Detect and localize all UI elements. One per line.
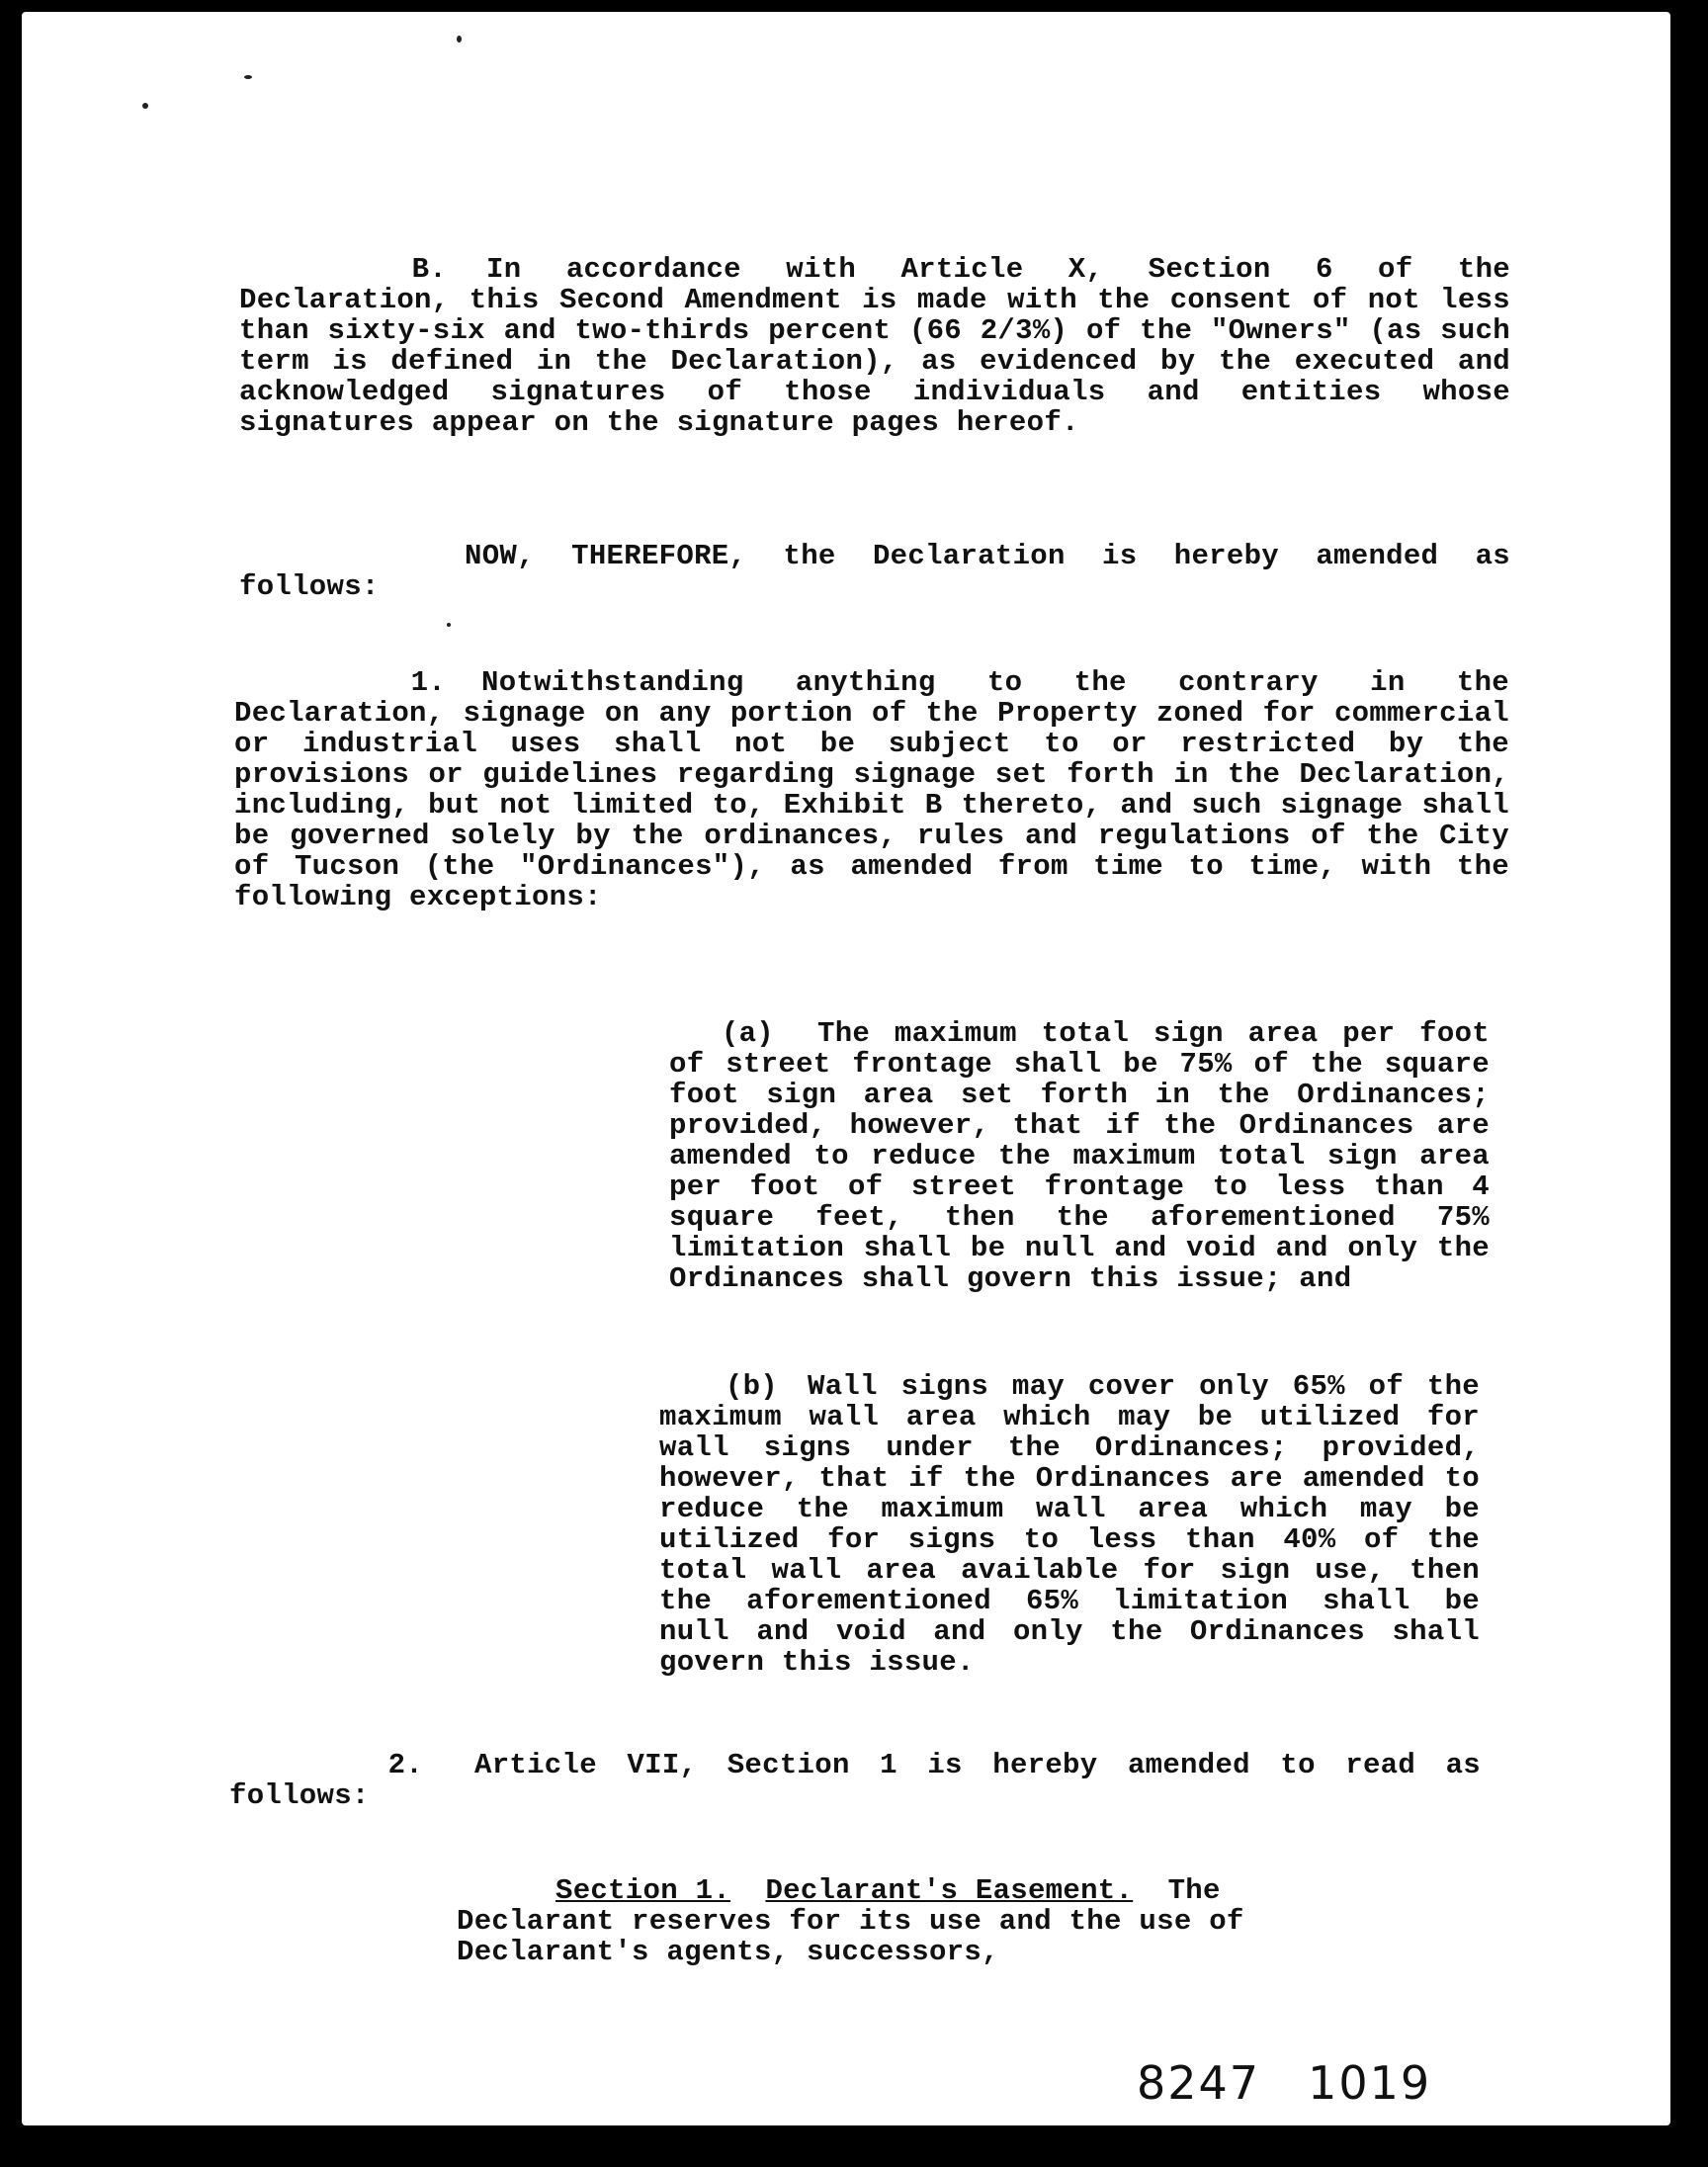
item-2-marker: 2. [387, 1749, 423, 1781]
scan-speck [244, 75, 252, 79]
scan-speck [457, 36, 462, 43]
scan-speck [447, 623, 451, 627]
item-2-paragraph [229, 1750, 1481, 1811]
item-1a-paragraph [669, 1018, 1490, 1294]
document-page [22, 12, 1670, 2125]
item-1a-text: The maximum total sign area per foot of street frontage shall be 75% of the square foot sign area set forth in the Ordinances; provided, however, that if the Ordinances are amended to reduce the maximum total sign area per foot of street frontage to less than 4 square feet, then the aforementioned 75% limitation shall be null and void and only the Ordinances shall govern this issue; and [669, 1017, 1490, 1295]
page-number-right: 1019 [1308, 2056, 1432, 2110]
section-1-heading-title: Declarant's Easement. [765, 1874, 1134, 1907]
scan-speck [142, 103, 148, 109]
item-1-text: Notwithstanding anything to the contrary in the Declaration, signage on any portion of the Property zoned for commercial or industrial uses shall not be subject to or restricted by the provisions or guidelines regarding signage set forth in the Declaration, including, but not limited to, Exhibit B thereto, and such signage shall be governed solely by the ordinances, rules and regulations of the City of Tucson (the "Ordinances"), as amended from time to time, with the following exceptions: [234, 666, 1509, 913]
item-1b-marker: (b) [725, 1370, 778, 1403]
paragraph-b-marker: B. [411, 253, 447, 286]
item-1-marker: 1. [410, 666, 446, 699]
item-1b-paragraph [659, 1371, 1480, 1678]
page-number-left: 8247 [1137, 2056, 1261, 2110]
item-1a-marker: (a) [721, 1017, 774, 1050]
paragraph-b [239, 254, 1510, 438]
now-therefore-paragraph [239, 541, 1510, 602]
item-2-text: Article VII, Section 1 is hereby amended to read as follows: [229, 1749, 1481, 1812]
section-1-text: The Declarant reserves for its use and the use of Declarant's agents, successors, [457, 1874, 1244, 1968]
now-therefore-text: NOW, THEREFORE, the Declaration is hereby amended as follows: [239, 540, 1510, 603]
paragraph-b-text: In accordance with Article X, Section 6 of the Declaration, this Second Amendment is made with the consent of not less than sixty-six and two-thirds percent (66 2/3%) of the "Owners" (as such term is defined in the Declaration), as evidenced by the executed and acknowledged signatures of those individuals and entities whose signatures appear on the signature pages hereof. [239, 253, 1510, 439]
page-number [1137, 2056, 1431, 2110]
item-1-paragraph [234, 667, 1509, 912]
item-1b-text: Wall signs may cover only 65% of the maximum wall area which may be utilized for wall signs under the Ordinances; provided, however, that if the Ordinances are amended to reduce the maximum wall area which may be utilized for signs to less than 40% of the total wall area available for sign use, then the aforementioned 65% limitation shall be null and void and only the Ordinances shall govern this issue. [659, 1370, 1480, 1679]
section-1-heading-number: Section 1. [555, 1874, 731, 1907]
section-1-paragraph [457, 1875, 1277, 1967]
